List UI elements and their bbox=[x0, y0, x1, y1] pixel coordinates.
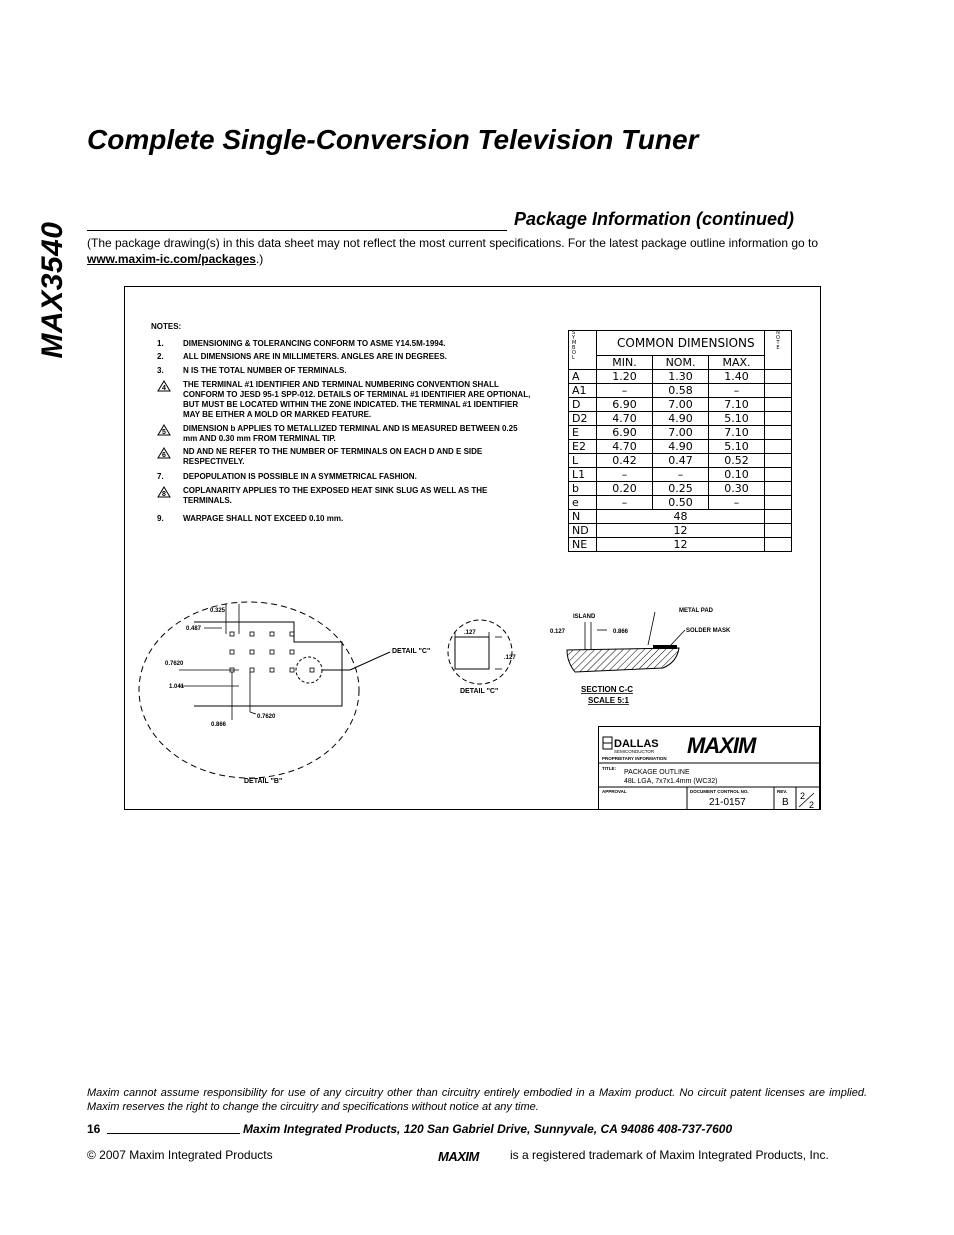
min-cell: 1.20 bbox=[597, 370, 653, 384]
dim-s2: 0.866 bbox=[613, 629, 629, 635]
proprietary-label: PROPRIETARY INFORMATION bbox=[602, 756, 667, 761]
section-title: SECTION C-C bbox=[581, 685, 633, 694]
note-text: DIMENSION b APPLIES TO METALLIZED TERMINAL AND IS MEASURED BETWEEN 0.25 mm AND 0.30 mm FROM TERMINAL TIP. bbox=[183, 424, 518, 443]
note-number: 2. bbox=[157, 352, 164, 361]
max-cell: – bbox=[709, 496, 765, 510]
min-cell: – bbox=[597, 468, 653, 482]
common-dimensions-table bbox=[568, 330, 792, 552]
table-title: COMMON DIMENSIONS bbox=[597, 331, 765, 356]
table-row bbox=[569, 370, 792, 384]
max-cell: 7.10 bbox=[709, 426, 765, 440]
symbol-cell: E bbox=[569, 426, 597, 440]
notes-heading: NOTES: bbox=[151, 322, 182, 331]
table-row bbox=[569, 524, 792, 538]
note-cell bbox=[765, 412, 792, 426]
min-cell: – bbox=[597, 384, 653, 398]
side-part-number: MAX3540 bbox=[36, 221, 69, 359]
note-cell bbox=[765, 370, 792, 384]
note-number: 7. bbox=[157, 472, 164, 481]
note-number bbox=[157, 486, 175, 501]
table-row bbox=[569, 398, 792, 412]
min-cell: 4.70 bbox=[597, 412, 653, 426]
table-row bbox=[569, 440, 792, 454]
table-row bbox=[569, 482, 792, 496]
note-flag-icon bbox=[157, 380, 171, 392]
svg-text:5: 5 bbox=[162, 429, 166, 436]
page-title: Complete Single-Conversion Television Tuner bbox=[87, 124, 699, 155]
note-text: N IS THE TOTAL NUMBER OF TERMINALS. bbox=[183, 366, 347, 375]
table-row bbox=[569, 426, 792, 440]
value-cell: 12 bbox=[597, 524, 765, 538]
island-label: ISLAND bbox=[573, 614, 596, 620]
dim-b2: 0.487 bbox=[186, 626, 202, 632]
doc-control-label: DOCUMENT CONTROL NO. bbox=[690, 789, 749, 794]
note-cell bbox=[765, 482, 792, 496]
symbol-header: S Y M B O L bbox=[569, 331, 597, 370]
note-cell bbox=[765, 398, 792, 412]
note-cell bbox=[765, 384, 792, 398]
max-cell: – bbox=[709, 384, 765, 398]
doc-number: 21-0157 bbox=[709, 797, 746, 808]
note-text: DEPOPULATION IS POSSIBLE IN A SYMMETRICAL FASHION. bbox=[183, 472, 417, 481]
dim-b4: 1.041 bbox=[169, 684, 185, 690]
nom-cell: 4.90 bbox=[653, 440, 709, 454]
note-number bbox=[157, 380, 175, 395]
min-cell: 4.70 bbox=[597, 440, 653, 454]
note-header: N O T E bbox=[765, 331, 792, 370]
note-cell bbox=[765, 524, 792, 538]
svg-text:MAXIM: MAXIM bbox=[438, 1149, 479, 1163]
dim-s1: 0.127 bbox=[550, 629, 566, 635]
rev-value: B bbox=[782, 797, 789, 808]
symbol-cell: A bbox=[569, 370, 597, 384]
table-row bbox=[569, 468, 792, 482]
note-text: ND AND NE REFER TO THE NUMBER OF TERMINALS ON EACH D AND E SIDE RESPECTIVELY. bbox=[183, 447, 483, 466]
solder-mask-label: SOLDER MASK bbox=[686, 628, 731, 634]
nom-cell: 0.47 bbox=[653, 454, 709, 468]
footer-rule bbox=[107, 1133, 240, 1134]
table-row bbox=[569, 412, 792, 426]
nom-cell: 4.90 bbox=[653, 412, 709, 426]
dim-c2: .127 bbox=[504, 655, 516, 661]
svg-text:6: 6 bbox=[162, 452, 166, 459]
note-number bbox=[157, 447, 175, 462]
note-text: WARPAGE SHALL NOT EXCEED 0.10 mm. bbox=[183, 514, 344, 523]
table-col-header-row bbox=[569, 356, 792, 370]
table-row bbox=[569, 510, 792, 524]
column-header: MAX. bbox=[709, 356, 765, 370]
drawing-title-block bbox=[598, 726, 820, 810]
note-cell bbox=[765, 510, 792, 524]
max-cell: 5.10 bbox=[709, 412, 765, 426]
min-cell: 0.20 bbox=[597, 482, 653, 496]
max-cell: 1.40 bbox=[709, 370, 765, 384]
detail-c-drawing bbox=[440, 610, 530, 710]
detail-b-label: DETAIL "B" bbox=[244, 778, 283, 785]
title-label: TITLE: bbox=[602, 766, 616, 771]
table-header-row bbox=[569, 331, 792, 356]
metal-pad-label: METAL PAD bbox=[679, 608, 713, 614]
note-cell bbox=[765, 538, 792, 552]
symbol-cell: D2 bbox=[569, 412, 597, 426]
section-cc-drawing bbox=[545, 600, 745, 710]
column-header: MIN. bbox=[597, 356, 653, 370]
note-number: 1. bbox=[157, 339, 164, 348]
note-cell bbox=[765, 496, 792, 510]
approval-label: APPROVAL bbox=[602, 789, 627, 794]
nom-cell: 7.00 bbox=[653, 426, 709, 440]
footer-company-address: Maxim Integrated Products, 120 San Gabriel Drive, Sunnyvale, CA 94086 408-737-7600 bbox=[243, 1122, 733, 1136]
nom-cell: – bbox=[653, 468, 709, 482]
note-number: 9. bbox=[157, 514, 164, 523]
max-cell: 5.10 bbox=[709, 440, 765, 454]
maxim-trademark-logo bbox=[438, 1149, 504, 1163]
title-line-2: 48L LGA, 7x7x1.4mm (WC32) bbox=[624, 778, 718, 785]
nom-cell: 1.30 bbox=[653, 370, 709, 384]
note-cell bbox=[765, 454, 792, 468]
column-header: NOM. bbox=[653, 356, 709, 370]
min-cell: 0.42 bbox=[597, 454, 653, 468]
dim-b5: 0.7620 bbox=[257, 714, 276, 720]
symbol-cell: e bbox=[569, 496, 597, 510]
min-cell: – bbox=[597, 496, 653, 510]
table-row bbox=[569, 538, 792, 552]
dim-b6: 0.866 bbox=[211, 722, 227, 728]
max-cell: 0.52 bbox=[709, 454, 765, 468]
packages-link[interactable]: www.maxim-ic.com/packages bbox=[87, 252, 256, 266]
footer-trademark: is a registered trademark of Maxim Integrated Products, Inc. bbox=[510, 1148, 829, 1162]
max-cell: 7.10 bbox=[709, 398, 765, 412]
symbol-cell: L bbox=[569, 454, 597, 468]
note-cell bbox=[765, 440, 792, 454]
note-text: ALL DIMENSIONS ARE IN MILLIMETERS. ANGLES ARE IN DEGREES. bbox=[183, 352, 447, 361]
sheet-number: 2 bbox=[800, 791, 806, 801]
dim-b1: 0.325 bbox=[210, 608, 226, 614]
footer-disclaimer: Maxim cannot assume responsibility for use of any circuitry other than circuitry entirely embodied in a Maxim product. No circuit patent licenses are implied. Maxim reserves the right to change the circuitry and specifications without notice at any time. bbox=[87, 1087, 867, 1113]
max-cell: 0.30 bbox=[709, 482, 765, 496]
symbol-cell: b bbox=[569, 482, 597, 496]
symbol-cell: A1 bbox=[569, 384, 597, 398]
note-cell bbox=[765, 426, 792, 440]
symbol-cell: E2 bbox=[569, 440, 597, 454]
svg-text:8: 8 bbox=[162, 491, 166, 498]
symbol-cell: ND bbox=[569, 524, 597, 538]
section-scale: SCALE 5:1 bbox=[588, 696, 629, 705]
note-flag-icon bbox=[157, 424, 171, 436]
svg-text:4: 4 bbox=[162, 385, 166, 392]
symbol-cell: NE bbox=[569, 538, 597, 552]
note-flag-icon bbox=[157, 486, 171, 498]
sheet-total: 2 bbox=[809, 800, 815, 809]
section-rule bbox=[87, 230, 507, 231]
dim-c1: .127 bbox=[464, 630, 476, 636]
dallas-sub: SEMICONDUCTOR bbox=[614, 749, 655, 754]
section-title: Package Information (continued) bbox=[514, 209, 795, 229]
nom-cell: 0.50 bbox=[653, 496, 709, 510]
intro-text-end: .) bbox=[255, 252, 264, 266]
detail-c-callout: DETAIL "C" bbox=[392, 648, 431, 655]
maxim-logo: MAXIM bbox=[687, 733, 756, 758]
note-flag-icon bbox=[157, 447, 171, 459]
note-cell bbox=[765, 468, 792, 482]
intro-text: (The package drawing(s) in this data sheet may not reflect the most current specifications. For the latest package outline information go to bbox=[87, 236, 819, 250]
detail-c-label: DETAIL "C" bbox=[460, 688, 499, 695]
min-cell: 6.90 bbox=[597, 398, 653, 412]
note-number: 3. bbox=[157, 366, 164, 375]
table-row bbox=[569, 496, 792, 510]
note-text: DIMENSIONING & TOLERANCING CONFORM TO ASME Y14.5M-1994. bbox=[183, 339, 446, 348]
footer-copyright: © 2007 Maxim Integrated Products bbox=[87, 1148, 273, 1162]
title-line-1: PACKAGE OUTLINE bbox=[624, 769, 690, 776]
intro-paragraph bbox=[87, 235, 867, 267]
min-cell: 6.90 bbox=[597, 426, 653, 440]
symbol-cell: D bbox=[569, 398, 597, 412]
nom-cell: 7.00 bbox=[653, 398, 709, 412]
dim-b3: 0.7620 bbox=[165, 661, 184, 667]
dallas-logo: DALLAS bbox=[614, 738, 659, 750]
table-row bbox=[569, 384, 792, 398]
symbol-cell: N bbox=[569, 510, 597, 524]
note-text: COPLANARITY APPLIES TO THE EXPOSED HEAT SINK SLUG AS WELL AS THE TERMINALS. bbox=[183, 486, 488, 505]
page-number: 16 bbox=[87, 1122, 101, 1136]
value-cell: 12 bbox=[597, 538, 765, 552]
value-cell: 48 bbox=[597, 510, 765, 524]
rev-label: REV. bbox=[777, 789, 788, 794]
max-cell: 0.10 bbox=[709, 468, 765, 482]
note-number bbox=[157, 424, 175, 439]
symbol-cell: L1 bbox=[569, 468, 597, 482]
note-text: THE TERMINAL #1 IDENTIFIER AND TERMINAL NUMBERING CONVENTION SHALL CONFORM TO JESD 95-1 SPP-012. DETAILS OF TERMINAL #1 IDENTIFIER ARE OPTIONAL, BUT MUST BE LOCATED WITHIN THE ZONE INDICATED. THE TERMINAL #1 IDENTIFIER MAY BE EITHER A MOLD OR MARKED FEATURE. bbox=[183, 380, 531, 419]
nom-cell: 0.58 bbox=[653, 384, 709, 398]
table-row bbox=[569, 454, 792, 468]
nom-cell: 0.25 bbox=[653, 482, 709, 496]
